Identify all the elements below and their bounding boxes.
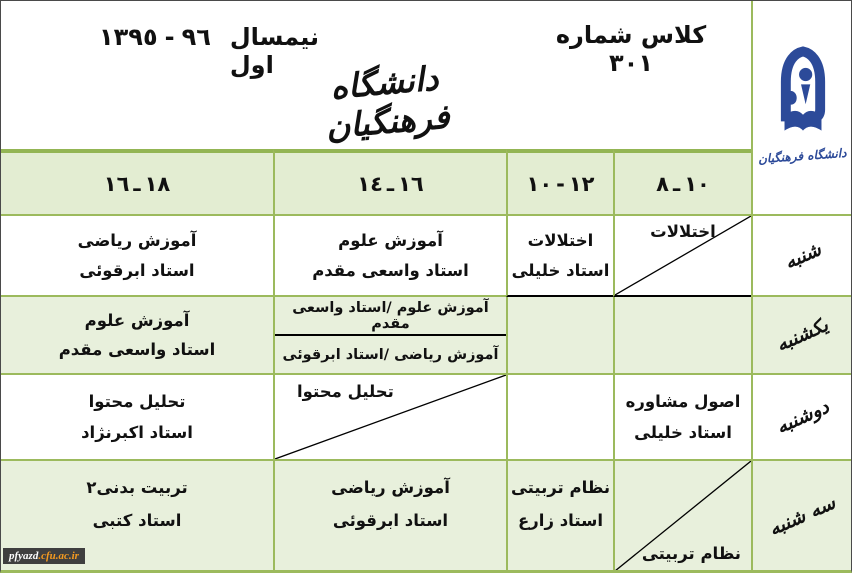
time-separator: ـ: [133, 171, 141, 196]
course-name: اختلالات: [527, 231, 594, 250]
slot-mon-14-16: [273, 375, 506, 461]
slot-tue-10-12: [506, 461, 613, 571]
split-slot-top: آموزش علوم /استاد واسعی مقدم: [275, 297, 506, 336]
time-separator: ـ: [673, 171, 681, 196]
slot-sun-14-16: [273, 297, 506, 375]
course-name: اصول مشاوره: [625, 391, 741, 411]
day-cell-tuesday: [751, 461, 852, 571]
slot-mon-10-12: [506, 375, 613, 461]
time-to: ١٨: [144, 171, 171, 196]
time-separator: -: [556, 171, 565, 196]
time-header-8-10: [613, 149, 751, 216]
slot-sun-16-18: [1, 297, 273, 375]
teacher-name: استاد خلیلی: [511, 261, 610, 280]
day-cell-saturday: [751, 216, 852, 297]
time-from: ١٦: [103, 171, 130, 196]
slot-tue-14-16: [273, 461, 506, 571]
day-label: شنبه: [780, 237, 825, 274]
slot-sun-8-10: [613, 297, 751, 375]
slot-sat-14-16: [273, 216, 506, 297]
time-header-14-16: [273, 149, 506, 216]
course-name: نظام تربیتی: [510, 478, 611, 498]
university-logo-icon: [770, 43, 836, 143]
slot-sat-8-10: [613, 216, 751, 297]
day-cell-monday: [751, 375, 852, 461]
course-name: تحلیل محتوا: [297, 382, 394, 401]
semester-year-main: ١٣٩٥: [99, 23, 158, 51]
semester-label: نیمسال اول: [229, 23, 320, 79]
time-header-16-18: [1, 149, 273, 216]
time-to: ١٢: [568, 171, 595, 196]
logo-book: [784, 111, 821, 131]
course-name: آموزش ریاضی: [331, 478, 450, 498]
time-from: ١٤: [357, 171, 383, 196]
course-name: آموزش علوم: [338, 231, 443, 250]
logo-caption: دانشگاه فرهنگیان: [757, 145, 848, 167]
time-from: ٨: [656, 171, 669, 196]
teacher-name: استاد اکبرنژاد: [81, 423, 193, 443]
time-from: ١٠: [526, 171, 553, 196]
slot-sat-16-18: [1, 216, 273, 297]
teacher-name: استاد کتبی: [92, 510, 182, 530]
watermark-domain: .cfu.ac.ir: [38, 550, 79, 562]
logo-pen-nib: [801, 84, 810, 104]
time-to: ١٦: [398, 171, 424, 196]
logo-paisley: [784, 91, 796, 105]
teacher-name: استاد واسعی مقدم: [312, 261, 469, 280]
logo-dot: [799, 68, 812, 81]
semester-year-separator: -: [164, 23, 175, 51]
slot-mon-8-10: [613, 375, 751, 461]
class-number-title: کلاس شماره ٣٠١: [555, 21, 707, 77]
day-cell-sunday: [751, 297, 852, 375]
time-to: ١٠: [684, 171, 710, 196]
day-label: سه شنبه: [765, 491, 840, 541]
course-name: اختلالات: [650, 222, 716, 241]
semester-year-short: ٩٦: [181, 23, 211, 51]
teacher-name: استاد ابرقوئی: [79, 261, 195, 280]
slot-sun-10-12: [506, 297, 613, 375]
course-name: تربیت بدنی٢: [86, 478, 188, 498]
course-name: نظام تربیتی: [641, 544, 741, 563]
logo-cell: [751, 1, 852, 216]
time-separator: ـ: [386, 171, 395, 196]
slot-sat-10-12: [506, 216, 613, 297]
split-slot-bottom: آموزش ریاضی /استاد ابرقوئی: [282, 346, 499, 363]
course-name: تحلیل محتوا: [88, 391, 186, 411]
teacher-name: استاد ابرقوئی: [332, 510, 449, 530]
day-label: دوشنبه: [772, 395, 833, 439]
course-name: آموزش علوم: [84, 311, 190, 330]
time-header-10-12: [506, 149, 613, 216]
watermark: [3, 548, 85, 564]
course-name: آموزش ریاضی: [77, 231, 197, 250]
day-label: یکشنبه: [773, 313, 832, 357]
university-title: دانشگاه فرهنگیان: [324, 58, 452, 147]
teacher-name: استاد واسعی مقدم: [58, 340, 216, 359]
teacher-name: استاد زارع: [518, 510, 603, 530]
teacher-name: استاد خلیلی: [634, 423, 732, 443]
slot-tue-8-10: [613, 461, 751, 571]
slot-mon-16-18: [1, 375, 273, 461]
watermark-site: pfyazd: [9, 550, 39, 562]
